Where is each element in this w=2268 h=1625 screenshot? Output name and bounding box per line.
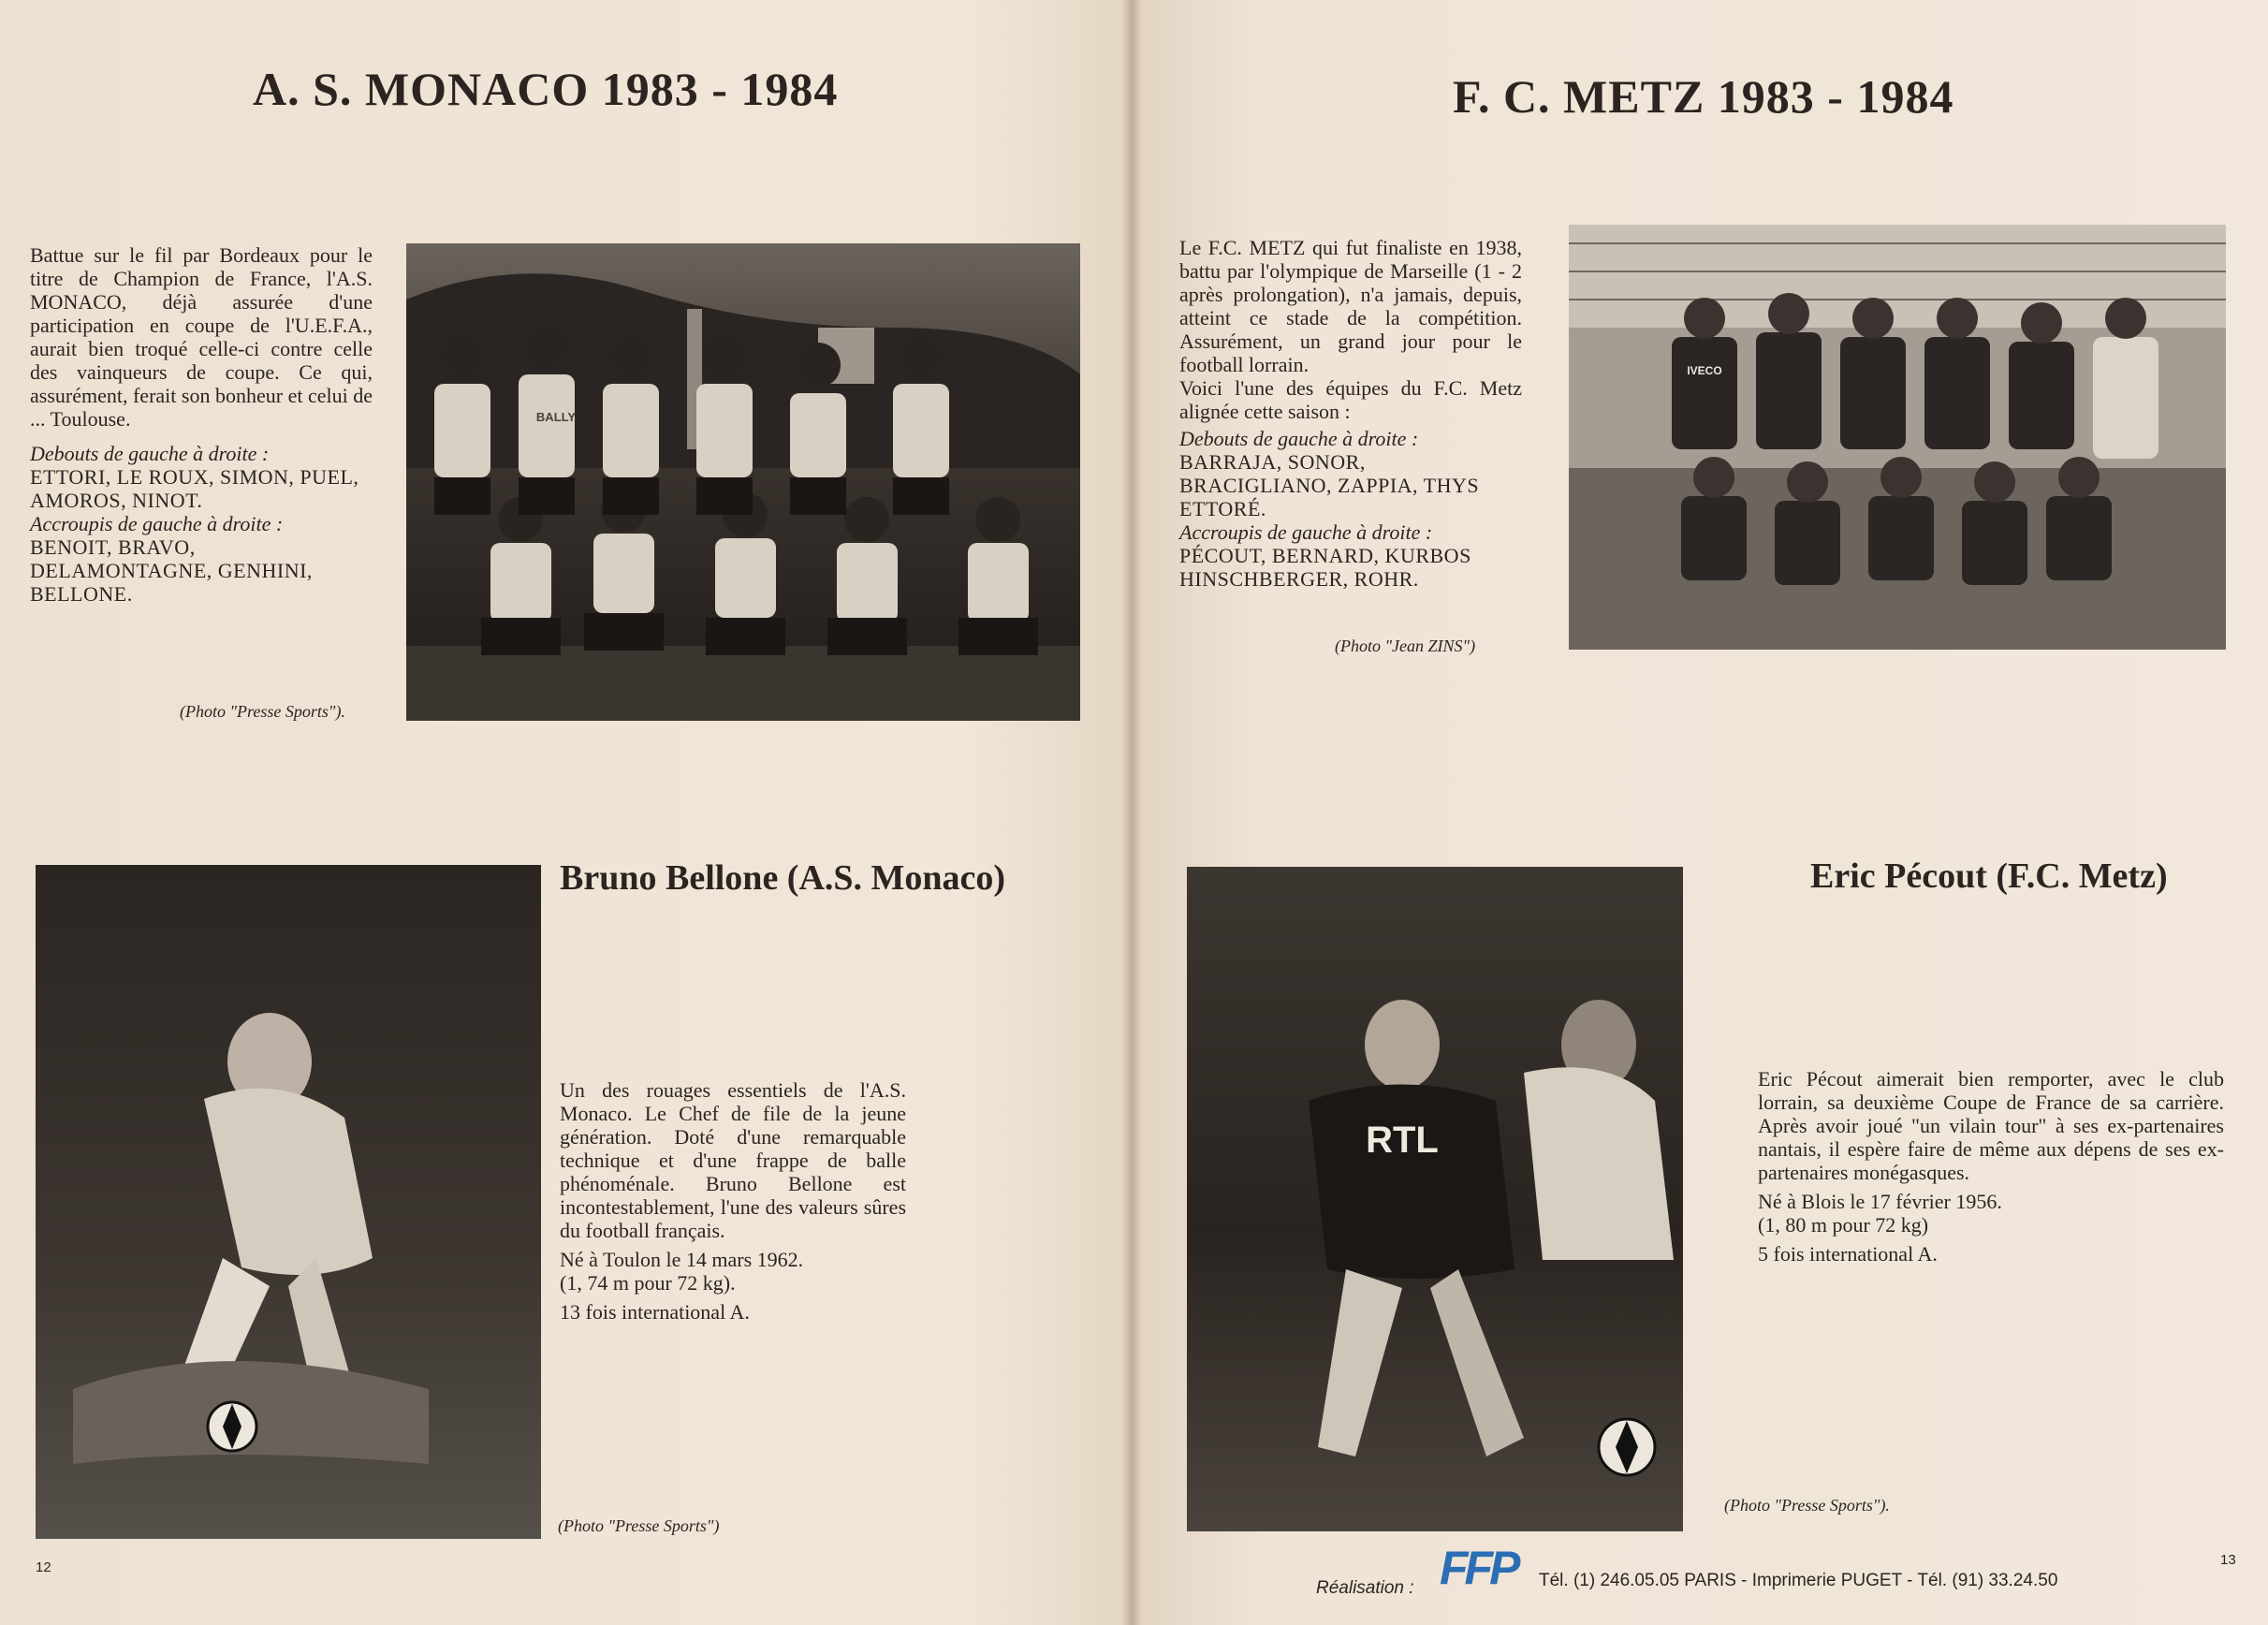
metz-standing-players: BARRAJA, SONOR, BRACIGLIANO, ZAPPIA, THYS ETTORÉ. [1179,450,1480,520]
metz-team-photo [1569,225,2226,650]
bellone-photo [36,865,541,1539]
pecout-jersey-text: RTL [1366,1120,1439,1161]
bellone-born: Né à Toulon le 14 mars 1962. [560,1248,804,1271]
pecout-caps: 5 fois international A. [1758,1242,1938,1266]
page-number-left: 12 [36,1559,51,1575]
bellone-bio: Un des rouages essentiels de l'A.S. Monaco. Le Chef de file de la jeune génération. Doté d'une remarquable technique et d'une frappe de balle phénoménale. Bruno Bellone est incontestablement, l'une des valeurs sûres du football français. [560,1078,906,1242]
metz-team-photo-credit: (Photo "Jean ZINS") [1335,637,1476,655]
pecout-size: (1, 80 m pour 72 kg) [1758,1213,1929,1237]
footer-label: Réalisation : [1316,1578,1414,1598]
monaco-intro-block [30,243,373,606]
pecout-title: Eric Pécout (F.C. Metz) [1810,856,2168,896]
monaco-intro: Battue sur le fil par Bordeaux pour le titre de Champion de France, l'A.S. MONACO, déjà assurée d'une participation en coupe de l'U.E.F.A., aurait bien troqué celle-ci contre celle des vainqueurs de coupe. Ce qui, assurément, ferait son bonheur et celui de ... Toulouse. [30,243,373,431]
footer-contact: Tél. (1) 246.05.05 PARIS - Imprimerie PUGET - Tél. (91) 33.24.50 [1539,1571,2058,1590]
metz-kneeling-label: Accroupis de gauche à droite : [1179,520,1433,544]
metz-standing-label: Debouts de gauche à droite : [1179,427,1419,450]
metz-title: F. C. METZ 1983 - 1984 [1453,70,1954,123]
book-gutter [1121,0,1142,1625]
bellone-title: Bruno Bellone (A.S. Monaco) [560,858,1006,898]
monaco-standing-label: Debouts de gauche à droite : [30,442,270,465]
monaco-standing-players: ETTORI, LE ROUX, SIMON, PUEL, AMOROS, NINOT. [30,465,359,512]
metz-intro-2: Voici l'une des équipes du F.C. Metz alignée cette saison : [1179,376,1522,423]
pecout-photo [1187,867,1683,1531]
bellone-photo-credit: (Photo "Presse Sports") [558,1516,720,1535]
left-page [0,0,1131,1625]
pecout-photo-credit: (Photo "Presse Sports"). [1724,1496,1890,1515]
bellone-size: (1, 74 m pour 72 kg). [560,1271,736,1295]
monaco-kneeling-label: Accroupis de gauche à droite : [30,512,284,535]
bellone-bio-block [560,1078,906,1324]
metz-intro-block [1179,236,1522,591]
monaco-team-photo [406,243,1080,721]
pecout-bio: Eric Pécout aimerait bien remporter, avec le club lorrain, sa deuxième Coupe de France de sa carrière. Après avoir joué "un vilain tour" à ses ex-partenaires nantais, il espère faire de même aux dépens de ses ex-partenaires monégasques. [1758,1067,2224,1184]
monaco-jersey-text: BALLY [535,410,577,424]
right-page [1131,0,2268,1625]
metz-kneeling-players: PÉCOUT, BERNARD, KURBOS HINSCHBERGER, ROHR. [1179,544,1471,591]
monaco-team-photo-credit: (Photo "Presse Sports"). [180,702,345,721]
monaco-kneeling-players: BENOIT, BRAVO, DELAMONTAGNE, GENHINI, BELLONE. [30,535,313,606]
monaco-title: A. S. MONACO 1983 - 1984 [253,63,839,115]
ffp-logo: FFP [1440,1542,1517,1594]
metz-jersey-text: IVECO [1687,364,1722,377]
pecout-born: Né à Blois le 17 février 1956. [1758,1190,2002,1213]
page-number-right: 13 [2220,1552,2236,1568]
bellone-caps: 13 fois international A. [560,1300,750,1324]
metz-intro: Le F.C. METZ qui fut finaliste en 1938, battu par l'olympique de Marseille (1 - 2 après prolongation), n'a jamais, depuis, atteint ce stade de la compétition. Assurément, un grand jour pour le football lorrain. [1179,236,1522,376]
pecout-bio-block [1758,1067,2224,1266]
